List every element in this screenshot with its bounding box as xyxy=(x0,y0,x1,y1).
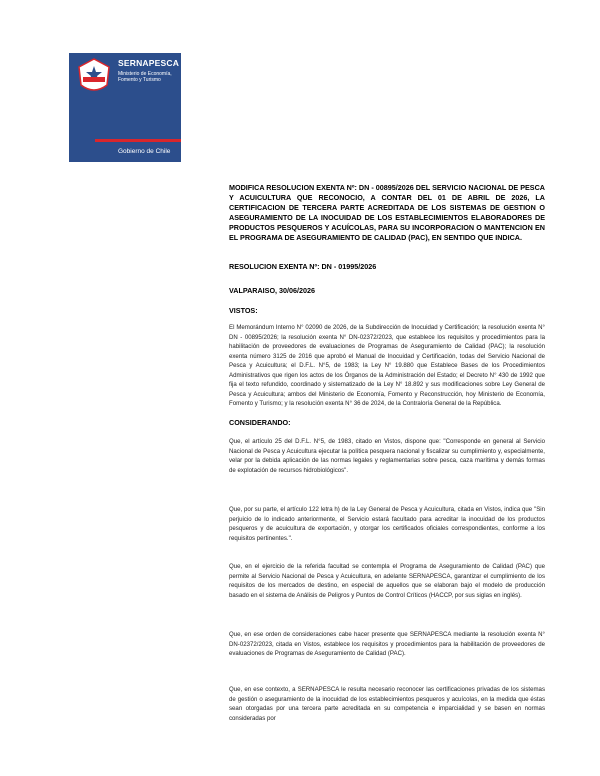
considerando-item-5: Que, en ese contexto, a SERNAPESCA le resulta necesario reconocer las certificaciones privadas de los sistemas de gestión o aseguramiento de la inocuidad de los establecimientos pesqueros y acuícolas, en la medida que éstas sean otorgadas por una tercera parte acreditada en su competencia e imparcialidad y se basen en normas consideradas por xyxy=(229,686,545,722)
sernapesca-logo xyxy=(69,53,181,162)
considerando-item-4: Que, en ese orden de consideraciones cabe hacer presente que SERNAPESCA mediante la resolución exenta N° DN-02372/2023, citada en Vistos, establece los requisitos y procedimientos para la habilitación de proveedores de evaluaciones de Programas de Aseguramiento de Calidad (PAC). xyxy=(229,631,545,657)
flag-bar xyxy=(69,139,181,142)
ministry-name: Ministerio de Economía, Fomento y Turismo xyxy=(118,71,172,83)
considerando-heading: CONSIDERANDO: xyxy=(229,418,291,427)
place-date: VALPARAISO, 30/06/2026 xyxy=(229,286,316,295)
vistos-paragraph: El Memorándum Interno N° 02090 de 2026, de la Subdirección de Inocuidad y Certificación; la resolución exenta N° DN - 00895/2026; la resolución exenta N° DN-02372/2023, que establece los requisitos y procedimientos para la habilitación de proveedores de evaluaciones de Programas de Aseguramiento de Calidad (PAC); la resolución exenta número 3125 de 2016 que aprobó el Manual de Inocuidad y Certificación, todas del Servicio Nacional de Pesca y Acuicultura; el D.F.L. N°5, de 1983; la Ley N° 19.880 que Establece Bases de los Procedimientos Administrativos que rigen los actos de los Órganos de la Administración del Estado; el Decreto N° 430 de 1992 que fija el texto refundido, coordinado y sistematizado de la Ley N° 18.892 y sus modificaciones sobre Ley General de Pesca y Acuicultura; ambos del Ministerio de Economía, Fomento y Reconstrucción, hoy Ministerio de Economía, Fomento y Turismo; y la resolución exenta N° 36 de 2024, de la Contraloría General de la República. xyxy=(229,324,545,407)
resolution-number: RESOLUCION EXENTA Nº: DN - 01995/2026 xyxy=(229,262,377,271)
government-label: Gobierno de Chile xyxy=(118,148,171,155)
considerando-item-1: Que, el artículo 25 del D.F.L. N°5, de 1983, citado en Vistos, dispone que: "Corresponde en general al Servicio Nacional de Pesca y Acuicultura ejecutar la política pesquera nacional y fiscalizar su cumplimiento y, especialmente, velar por la debida aplicación de las normas legales y reglamentarias sobre pesca, caza marítima y demás formas de explotación de recursos hidrobiológicos". xyxy=(229,438,545,474)
vistos-heading: VISTOS: xyxy=(229,306,258,315)
considerando-item-2: Que, por su parte, el artículo 122 letra h) de la Ley General de Pesca y Acuicultura, citada en Vistos, indica que "Sin perjuicio de lo indicado anteriormente, el Servicio estará facultado para acreditar la inocuidad de los productos pesqueros y de acuicultura de exportación, y otorgar los certificados oficiales correspondientes, conforme a los requisitos pertinentes.". xyxy=(229,506,545,542)
document-title: MODIFICA RESOLUCION EXENTA Nº: DN - 00895/2026 DEL SERVICIO NACIONAL DE PESCA Y ACUICULTURA QUE RECONOCIO, A CONTAR DEL 01 DE ABRIL DE 2026, LA CERTIFICACION DE TERCERA PARTE ACREDITADA DE LOS SISTEMAS DE GESTION O ASEGURAMIENTO DE LA INOCUIDAD DE LOS ESTABLECIMIENTOS ELABORADORES DE PRODUCTOS PESQUEROS Y ACUÍCOLAS, PARA SU INCORPORACION O MANTENCION EN EL PROGRAMA DE ASEGURAMIENTO DE CALIDAD (PAC), EN SENTIDO QUE INDICA. xyxy=(229,183,545,242)
coat-of-arms-icon xyxy=(73,55,115,95)
brand-name: SERNAPESCA xyxy=(118,58,180,68)
considerando-item-3: Que, en el ejercicio de la referida facultad se contempla el Programa de Aseguramiento de Calidad (PAC) que permite al Servicio Nacional de Pesca y Acuicultura, en adelante SERNAPESCA, garantizar el cumplimiento de los requisitos de los mercados de destino, en especial de aquellos que se elaboran bajo el modelo de producción basado en el sistema de Análisis de Peligros y Puntos de Control Críticos (HACCP, por sus siglas en inglés). xyxy=(229,563,545,599)
